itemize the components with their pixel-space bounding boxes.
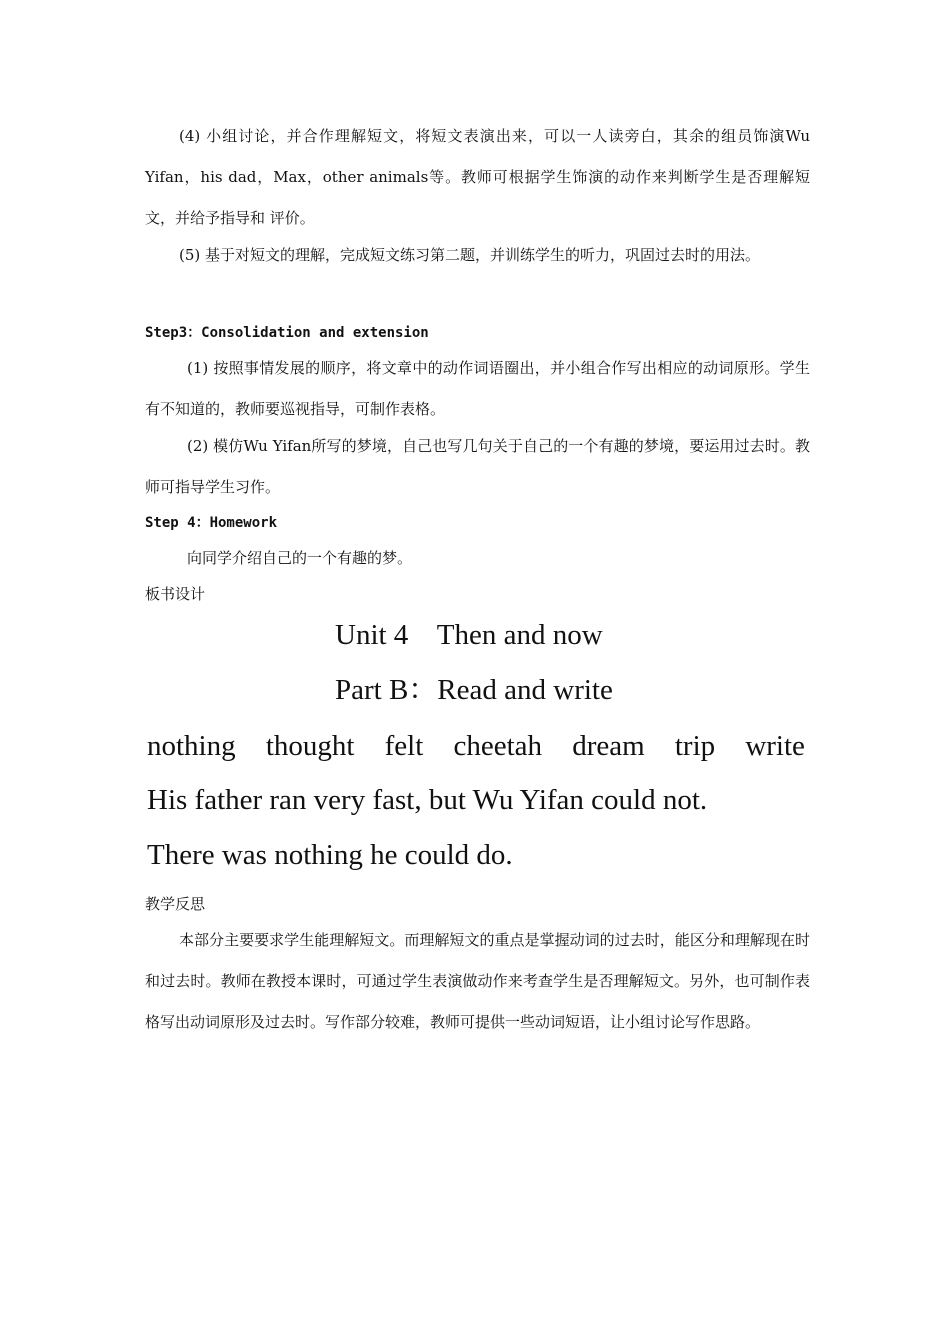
board-sentence-1: His father ran very fast, but Wu Yifan could not. [147,784,708,816]
board-design-label: 板书设计 [145,585,206,603]
step3-heading: Step3：Consolidation and extension [145,325,429,341]
step2-item-4: (4) 小组讨论，并合作理解短文，将短文表演出来，可以一人读旁白，其余的组员饰演Wu Yifan，his dad，Max，other animals等。教师可根据学生饰演的动作来判断学生是否理解短文，并给予指导和 评价。 [145,127,810,227]
board-word: dream [572,730,645,762]
board-word: trip [674,730,716,762]
board-word: cheetah [453,730,543,762]
board-part-title: Part B：Read and write [335,674,613,706]
board-sentence-2: There was nothing he could do. [147,839,513,871]
board-unit-title: Unit 4 Then and now [335,619,603,651]
step3-item-2: (2) 模仿Wu Yifan所写的梦境，自己也写几句关于自己的一个有趣的梦境，要运用过去时。教师可指导学生习作。 [145,437,810,496]
step3-item-1: (1) 按照事情发展的顺序，将文章中的动作词语圈出，并小组合作写出相应的动词原形。学生有不知道的，教师要巡视指导，可制作表格。 [145,359,810,418]
step4-homework-text: 向同学介绍自己的一个有趣的梦。 [187,549,413,567]
board-word: felt [384,730,424,762]
board-word: thought [265,730,355,762]
step4-heading: Step 4：Homework [145,515,278,531]
step2-item-5: (5) 基于对短文的理解，完成短文练习第二题，并训练学生的听力，巩固过去时的用法。 [179,246,761,264]
board-word-list [147,729,805,763]
reflection-label: 教学反思 [145,895,206,913]
board-word: nothing [147,730,236,762]
board-word: write [745,730,805,762]
reflection-text: 本部分主要要求学生能理解短文。而理解短文的重点是掌握动词的过去时，能区分和理解现在时和过去时。教师在教授本课时，可通过学生表演做动作来考查学生是否理解短文。另外，也可制作表格写出动词原形及过去时。写作部分较难，教师可提供一些动词短语，让小组讨论写作思路。 [145,931,810,1031]
